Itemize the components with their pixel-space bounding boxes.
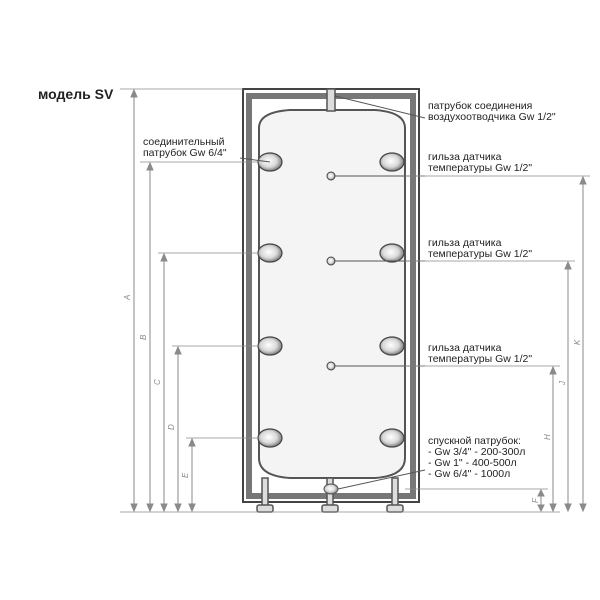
dim-J: J: [558, 381, 567, 385]
dim-C: C: [153, 379, 162, 385]
label-connection: соединительный патрубок Gw 6/4": [143, 136, 227, 159]
label-air-vent: патрубок соединения воздухоотводчика Gw 1/2": [428, 100, 556, 123]
dim-K: K: [573, 339, 582, 345]
model-title: модель SV: [38, 86, 114, 102]
dim-D: D: [167, 424, 176, 430]
dim-E: E: [181, 472, 190, 478]
label-drain: спускной патрубок: - Gw 3/4" - 200-300л - Gw 1" - 400-500л - Gw 6/4" - 1000л: [428, 435, 526, 480]
label-sensor-2: гильза датчика температуры Gw 1/2": [428, 237, 533, 260]
label-sensor-1: гильза датчика температуры Gw 1/2": [428, 151, 533, 174]
drain-nozzle: [324, 484, 338, 494]
dim-F: F: [531, 498, 540, 503]
dim-B: B: [139, 334, 148, 340]
air-vent-pipe: [327, 89, 335, 111]
dim-A: A: [123, 294, 132, 300]
dim-H: H: [543, 434, 552, 440]
label-sensor-3: гильза датчика температуры Gw 1/2": [428, 342, 533, 365]
